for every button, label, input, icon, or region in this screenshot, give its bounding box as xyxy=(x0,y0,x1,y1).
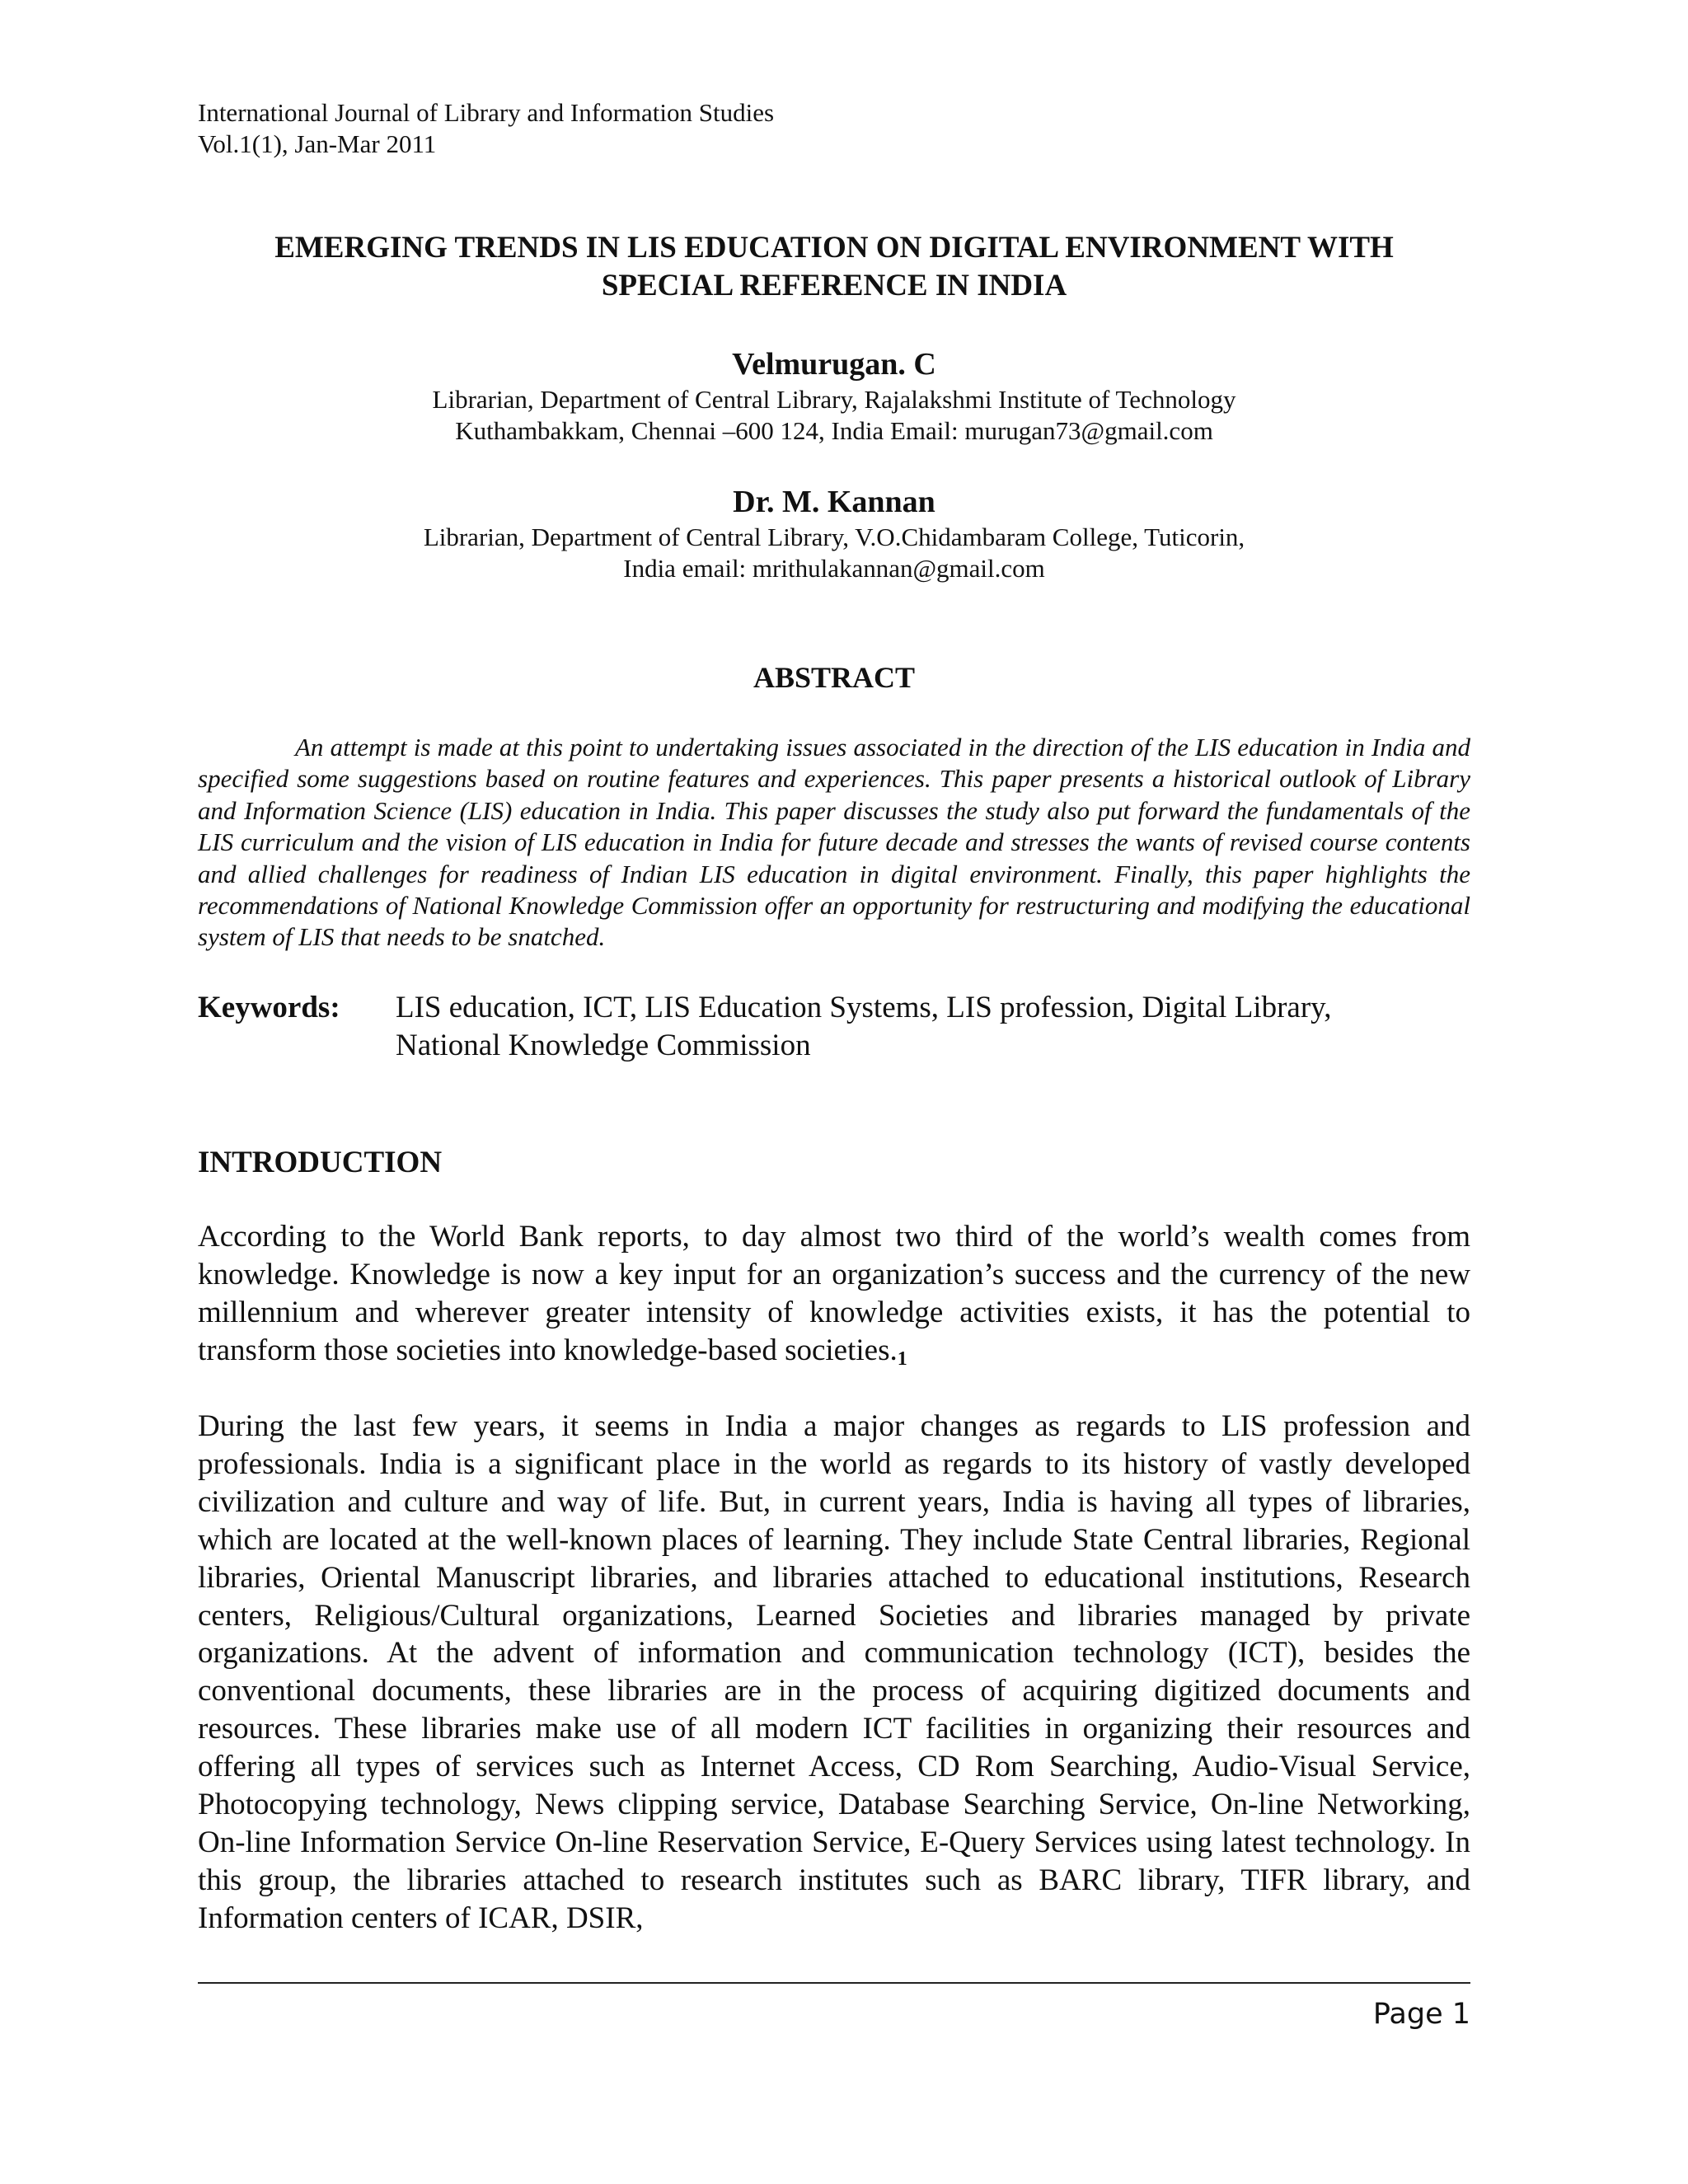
paper-page xyxy=(198,0,1470,2184)
author-affiliation-2-line-1: Librarian, Department of Central Library, V.O.Chidambaram College, Tuticorin, xyxy=(423,523,1245,551)
keywords-line-2: National Knowledge Commission xyxy=(396,1029,811,1062)
footnote-reference: 1 xyxy=(897,1347,907,1370)
author-name-1: Velmurugan. C xyxy=(732,347,936,382)
paper-title-line-1: EMERGING TRENDS IN LIS EDUCATION ON DIGITAL ENVIRONMENT WITH xyxy=(274,231,1394,265)
author-block-1 xyxy=(198,344,1470,447)
keywords-list xyxy=(396,989,1459,1065)
author-affiliation-1-line-1: Librarian, Department of Central Library, Rajalakshmi Institute of Technology xyxy=(432,385,1236,414)
author-name-2: Dr. M. Kannan xyxy=(733,485,935,519)
journal-name: International Journal of Library and Information Studies xyxy=(198,98,775,127)
paper-title xyxy=(198,229,1470,305)
introduction-paragraph-1-text: According to the World Bank reports, to day almost two third of the world’s wealth comes from knowledge. Knowledge is now a key input for an organization’s success and the currency of the new millennium and wherever greater intensity of knowledge activities exists, it has the potential to transform those societies into knowledge-based societies. xyxy=(198,1220,1470,1367)
footer-divider xyxy=(198,1982,1470,1984)
author-block-2 xyxy=(198,482,1470,584)
abstract-text: An attempt is made at this point to undertaking issues associated in the direction of the LIS education in India and specified some suggestions based on routine features and experiences. This paper presents a historical outlook of Library and Information Science (LIS) education in India. This paper discusses the study also put forward the fundamentals of the LIS curriculum and the vision of LIS education in India for future decade and stresses the wants of revised course contents and allied challenges for readiness of Indian LIS education in digital environment. Finally, this paper highlights the recommendations of National Knowledge Commission offer an opportunity for restructuring and modifying the educational system of LIS that needs to be snatched. xyxy=(198,733,1470,952)
abstract-heading: ABSTRACT xyxy=(753,661,916,694)
journal-issue: Vol.1(1), Jan-Mar 2011 xyxy=(198,129,437,158)
keywords-line-1: LIS education, ICT, LIS Education Systems, LIS profession, Digital Library, xyxy=(396,991,1332,1024)
author-affiliation-1-line-2: Kuthambakkam, Chennai –600 124, India Email: murugan73@gmail.com xyxy=(455,416,1213,445)
introduction-paragraph-2: During the last few years, it seems in India a major changes as regards to LIS profession and professionals. India is a significant place in the world as regards to its history of vastly developed civilization and culture and way of life. But, in current years, India is having all types of libraries, which are located at the well-known places of learning. They include State Central libraries, Regional libraries, Oriental Manuscript libraries, and libraries attached to educational institutions, Research centers, Religious/Cultural organizations, Learned Societies and libraries managed by private organizations. At the advent of information and communication technology (ICT), besides the conventional documents, these libraries are in the process of acquiring digitized documents and resources. These libraries make use of all modern ICT facilities in organizing their resources and offering all types of services such as Internet Access, CD Rom Searching, Audio-Visual Service, Photocopying technology, News clipping service, Database Searching Service, On-line Networking, On-line Information Service On-line Reservation Service, E-Query Services using latest technology. In this group, the libraries attached to research institutes such as BARC library, TIFR library, and Information centers of ICAR, DSIR, xyxy=(198,1409,1470,1935)
paper-title-line-2: SPECIAL REFERENCE IN INDIA xyxy=(601,269,1067,302)
keywords-label: Keywords: xyxy=(198,991,340,1024)
journal-header xyxy=(198,97,774,160)
introduction-heading: INTRODUCTION xyxy=(198,1146,443,1179)
page-number: Page 1 xyxy=(1372,1998,1470,2031)
author-affiliation-2-line-2: India email: mrithulakannan@gmail.com xyxy=(623,554,1045,583)
introduction-paragraph-1 xyxy=(198,1218,1470,1370)
